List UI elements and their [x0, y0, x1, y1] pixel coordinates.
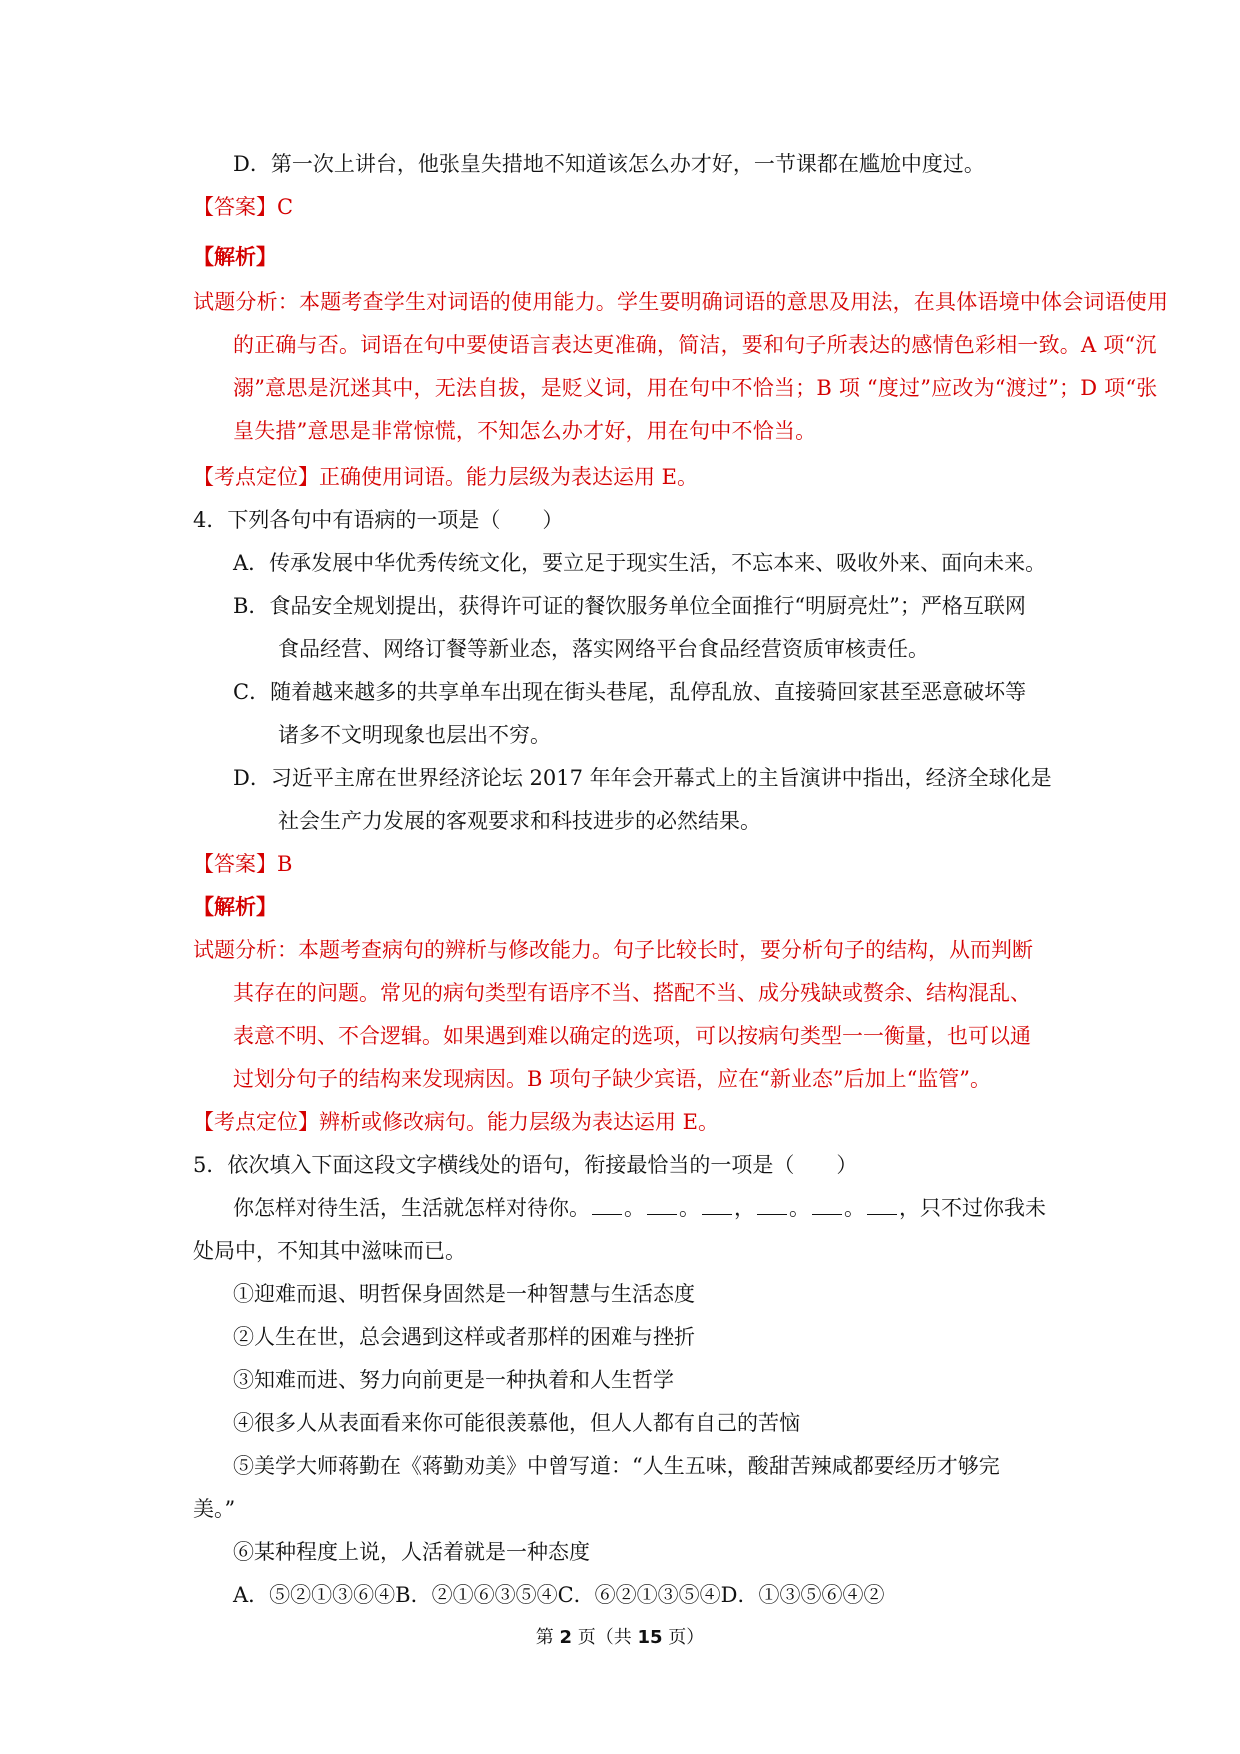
- kaodian-tag: 【考点定位】: [193, 1110, 319, 1134]
- q4-analysis-line-1: 试题分析：本题考查病句的辨析与修改能力。句子比较长时，要分析句子的结构，从而判断: [193, 938, 1033, 962]
- fill-blank-4: [757, 1196, 787, 1215]
- q3-analysis-line-2: 的正确与否。词语在句中要使语言表达更准确，简洁，要和句子所表达的感情色彩相一致。A 项“沉: [233, 333, 1157, 357]
- q5-item-5-line-1: ⑤美学大师蒋勤在《蒋勤劝美》中曾写道：“人生五味，酸甜苦辣咸都要经历才够完: [233, 1454, 1000, 1478]
- fill-blank-2: [647, 1196, 677, 1215]
- footer-prefix: 第: [535, 1627, 560, 1648]
- fill-blank-1: [592, 1196, 622, 1215]
- q5-passage-line-2: 处局中，不知其中滋味而已。: [193, 1239, 466, 1263]
- q3-analysis-line-1: 试题分析：本题考查学生对词语的使用能力。学生要明确词语的意思及用法，在具体语境中体会词语使用: [193, 290, 1169, 314]
- q4-option-c-line-1: C．随着越来越多的共享单车出现在街头巷尾，乱停乱放、直接骑回家甚至恶意破坏等: [233, 680, 1027, 704]
- q3-kaodian: [193, 463, 698, 491]
- answer-tag: 【答案】: [193, 852, 277, 876]
- footer-middle: 页（共: [572, 1627, 638, 1648]
- q4-option-a: A．传承发展中华优秀传统文化，要立足于现实生活，不忘本来、吸收外来、面向未来。: [233, 551, 1047, 575]
- q4-option-d-line-1: D．习近平主席在世界经济论坛 2017 年年会开幕式上的主旨演讲中指出，经济全球化是: [233, 766, 1052, 790]
- q5-item-2: ②人生在世，总会遇到这样或者那样的困难与挫折: [233, 1325, 695, 1349]
- q5-item-3: ③知难而进、努力向前更是一种执着和人生哲学: [233, 1368, 674, 1392]
- kaodian-text: 正确使用词语。能力层级为表达运用 E。: [319, 465, 699, 489]
- q4-option-b-line-2: 食品经营、网络订餐等新业态，落实网络平台食品经营资质审核责任。: [278, 637, 929, 661]
- q3-analysis-line-3: 溺”意思是沉迷其中，无法自拔，是贬义词，用在句中不恰当；B 项 “度过”应改为“渡过”；D 项“张: [233, 376, 1158, 400]
- q3-analysis-line-4: 皇失措”意思是非常惊慌，不知怎么办才好，用在句中不恰当。: [233, 419, 817, 443]
- passage-end: 只不过你我未: [920, 1196, 1046, 1220]
- footer-suffix: 页）: [662, 1627, 705, 1648]
- q4-analysis-line-4: 过划分句子的结构来发现病因。B 项句子缺少宾语，应在“新业态”后加上“监管”。: [233, 1067, 992, 1091]
- blank-sep-3: ，: [734, 1196, 755, 1220]
- q4-analysis-line-2: 其存在的问题。常见的病句类型有语序不当、搭配不当、成分残缺或赘余、结构混乱、: [233, 981, 1031, 1005]
- blank-sep-4: 。: [789, 1196, 810, 1220]
- q5-stem: 5．依次填入下面这段文字横线处的语句，衔接最恰当的一项是（ ）: [193, 1153, 858, 1177]
- q4-analysis-line-3: 表意不明、不合逻辑。如果遇到难以确定的选项，可以按病句类型一一衡量，也可以通: [233, 1024, 1031, 1048]
- q3-answer: [193, 193, 293, 221]
- q4-kaodian: [193, 1108, 719, 1136]
- fill-blank-3: [702, 1196, 732, 1215]
- fill-blank-5: [812, 1196, 842, 1215]
- q5-item-6: ⑥某种程度上说，人活着就是一种态度: [233, 1540, 590, 1564]
- blank-sep-1: 。: [624, 1196, 645, 1220]
- q3-option-d: D．第一次上讲台，他张皇失措地不知道该怎么办才好，一节课都在尴尬中度过。: [233, 152, 985, 176]
- passage-start: 你怎样对待生活，生活就怎样对待你。: [233, 1196, 590, 1220]
- fill-blank-6: [867, 1196, 897, 1215]
- q4-option-d-line-2: 社会生产力发展的客观要求和科技进步的必然结果。: [278, 809, 761, 833]
- blank-sep-5: 。: [844, 1196, 865, 1220]
- q4-answer: [193, 850, 292, 878]
- answer-value: B: [277, 852, 293, 876]
- q5-item-4: ④很多人从表面看来你可能很羡慕他，但人人都有自己的苦恼: [233, 1411, 800, 1435]
- q4-stem: 4．下列各句中有语病的一项是（ ）: [193, 508, 564, 532]
- page-footer: [0, 1626, 1240, 1650]
- q5-choices: A．⑤②①③⑥④B．②①⑥③⑤④C．⑥②①③⑤④D．①③⑤⑥④②: [233, 1583, 885, 1607]
- q5-passage-line-1: [233, 1194, 1046, 1222]
- blank-sep-2: 。: [679, 1196, 700, 1220]
- q3-analysis-tag: 【解析】: [193, 244, 277, 269]
- q5-item-1: ①迎难而退、明哲保身固然是一种智慧与生活态度: [233, 1282, 695, 1306]
- q4-option-b-line-1: B．食品安全规划提出，获得许可证的餐饮服务单位全面推行“明厨亮灶”；严格互联网: [233, 594, 1026, 618]
- page-total: 15: [637, 1627, 663, 1648]
- page-number: 2: [559, 1627, 572, 1648]
- blank-sep-6: ，: [899, 1196, 920, 1220]
- answer-tag: 【答案】: [193, 195, 277, 219]
- answer-value: C: [277, 195, 294, 219]
- q5-item-5-line-2: 美。”: [193, 1497, 236, 1521]
- kaodian-tag: 【考点定位】: [193, 465, 319, 489]
- kaodian-text: 辨析或修改病句。能力层级为表达运用 E。: [319, 1110, 720, 1134]
- q4-option-c-line-2: 诸多不文明现象也层出不穷。: [278, 723, 551, 747]
- q4-analysis-tag: 【解析】: [193, 894, 277, 919]
